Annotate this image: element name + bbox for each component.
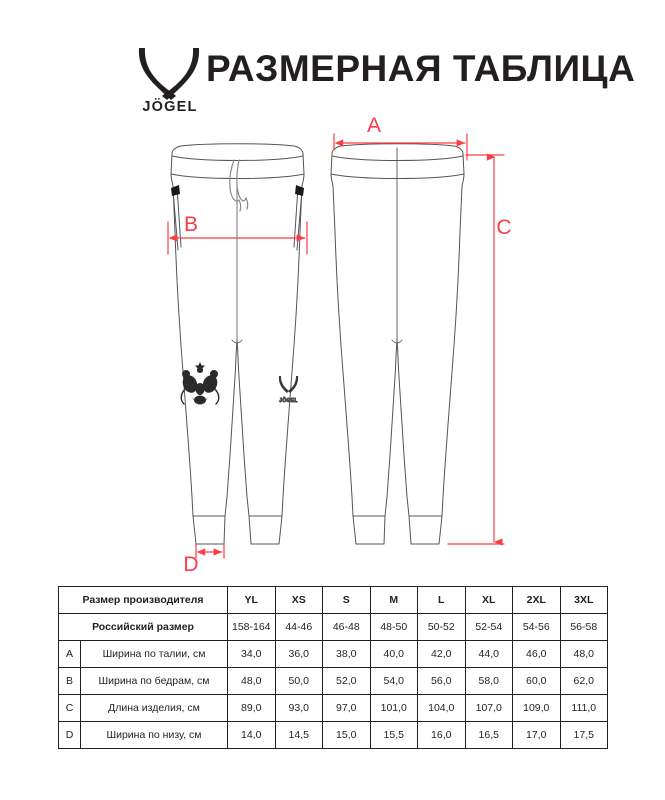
measure-d-2xl: 17,0 xyxy=(513,722,561,749)
table-row-russian-size xyxy=(59,614,608,641)
russian-size-s: 46-48 xyxy=(323,614,371,641)
measure-a-xs: 36,0 xyxy=(275,641,323,668)
measure-letter-b: B xyxy=(59,668,81,695)
measure-b-yl: 48,0 xyxy=(228,668,276,695)
measure-d-m: 15,5 xyxy=(370,722,418,749)
measure-a-3xl: 48,0 xyxy=(560,641,608,668)
measure-c-3xl: 111,0 xyxy=(560,695,608,722)
technical-drawing xyxy=(0,112,665,572)
measure-c-2xl: 109,0 xyxy=(513,695,561,722)
russian-size-m: 48-50 xyxy=(370,614,418,641)
back-pants-view xyxy=(331,144,464,544)
russian-size-yl: 158-164 xyxy=(228,614,276,641)
measure-c-m: 101,0 xyxy=(370,695,418,722)
russian-size-2xl: 54-56 xyxy=(513,614,561,641)
measure-b-m: 54,0 xyxy=(370,668,418,695)
jogel-brand-logo xyxy=(133,44,207,112)
page-title: РАЗМЕРНАЯ ТАБЛИЦА xyxy=(206,48,636,89)
svg-text:JÖGEL: JÖGEL xyxy=(279,398,298,404)
measure-c-yl: 89,0 xyxy=(228,695,276,722)
dim-label-d: D xyxy=(183,553,199,572)
measure-letter-d: D xyxy=(59,722,81,749)
measure-d-xl: 16,5 xyxy=(465,722,513,749)
measure-desc-c: Длина изделия, см xyxy=(81,695,228,722)
measure-b-l: 56,0 xyxy=(418,668,466,695)
measure-b-xs: 50,0 xyxy=(275,668,323,695)
size-table-container xyxy=(58,586,607,749)
measure-b-2xl: 60,0 xyxy=(513,668,561,695)
size-header-2xl: 2XL xyxy=(513,587,561,614)
manufacturer-size-label: Размер производителя xyxy=(59,587,228,614)
measure-a-2xl: 46,0 xyxy=(513,641,561,668)
measure-letter-c: C xyxy=(59,695,81,722)
size-header-xs: XS xyxy=(275,587,323,614)
measure-b-s: 52,0 xyxy=(323,668,371,695)
size-header-3xl: 3XL xyxy=(560,587,608,614)
measure-desc-b: Ширина по бедрам, см xyxy=(81,668,228,695)
size-header-s: S xyxy=(323,587,371,614)
size-header-m: M xyxy=(370,587,418,614)
measure-a-yl: 34,0 xyxy=(228,641,276,668)
table-row-measurement-a xyxy=(59,641,608,668)
measure-c-xs: 93,0 xyxy=(275,695,323,722)
measure-a-l: 42,0 xyxy=(418,641,466,668)
russian-size-label: Российский размер xyxy=(59,614,228,641)
table-row-measurement-c xyxy=(59,695,608,722)
table-row-measurement-d xyxy=(59,722,608,749)
russian-size-xl: 52-54 xyxy=(465,614,513,641)
measure-b-xl: 58,0 xyxy=(465,668,513,695)
measure-a-xl: 44,0 xyxy=(465,641,513,668)
front-pants-view xyxy=(171,144,304,544)
measure-c-l: 104,0 xyxy=(418,695,466,722)
jogel-wordmark: JÖGEL xyxy=(142,99,198,112)
measure-d-3xl: 17,5 xyxy=(560,722,608,749)
page-header xyxy=(0,0,665,118)
dim-label-c: C xyxy=(496,216,512,239)
measure-c-s: 97,0 xyxy=(323,695,371,722)
measure-letter-a: A xyxy=(59,641,81,668)
table-row-measurement-b xyxy=(59,668,608,695)
russian-size-3xl: 56-58 xyxy=(560,614,608,641)
size-header-xl: XL xyxy=(465,587,513,614)
dim-label-b: B xyxy=(183,213,199,236)
measure-desc-d: Ширина по низу, см xyxy=(81,722,228,749)
table-row-manufacturer-size xyxy=(59,587,608,614)
measure-desc-a: Ширина по талии, см xyxy=(81,641,228,668)
jogel-wishbone-icon xyxy=(133,44,207,112)
measure-d-xs: 14,5 xyxy=(275,722,323,749)
measure-c-xl: 107,0 xyxy=(465,695,513,722)
russian-size-xs: 44-46 xyxy=(275,614,323,641)
measure-a-s: 38,0 xyxy=(323,641,371,668)
size-header-l: L xyxy=(418,587,466,614)
measure-a-m: 40,0 xyxy=(370,641,418,668)
measure-b-3xl: 62,0 xyxy=(560,668,608,695)
size-header-yl: YL xyxy=(228,587,276,614)
russian-size-l: 50-52 xyxy=(418,614,466,641)
pants-technical-illustration xyxy=(0,112,665,572)
measure-d-s: 15,0 xyxy=(323,722,371,749)
measure-d-l: 16,0 xyxy=(418,722,466,749)
size-table xyxy=(58,586,608,749)
measure-d-yl: 14,0 xyxy=(228,722,276,749)
dim-label-a: A xyxy=(366,114,382,137)
